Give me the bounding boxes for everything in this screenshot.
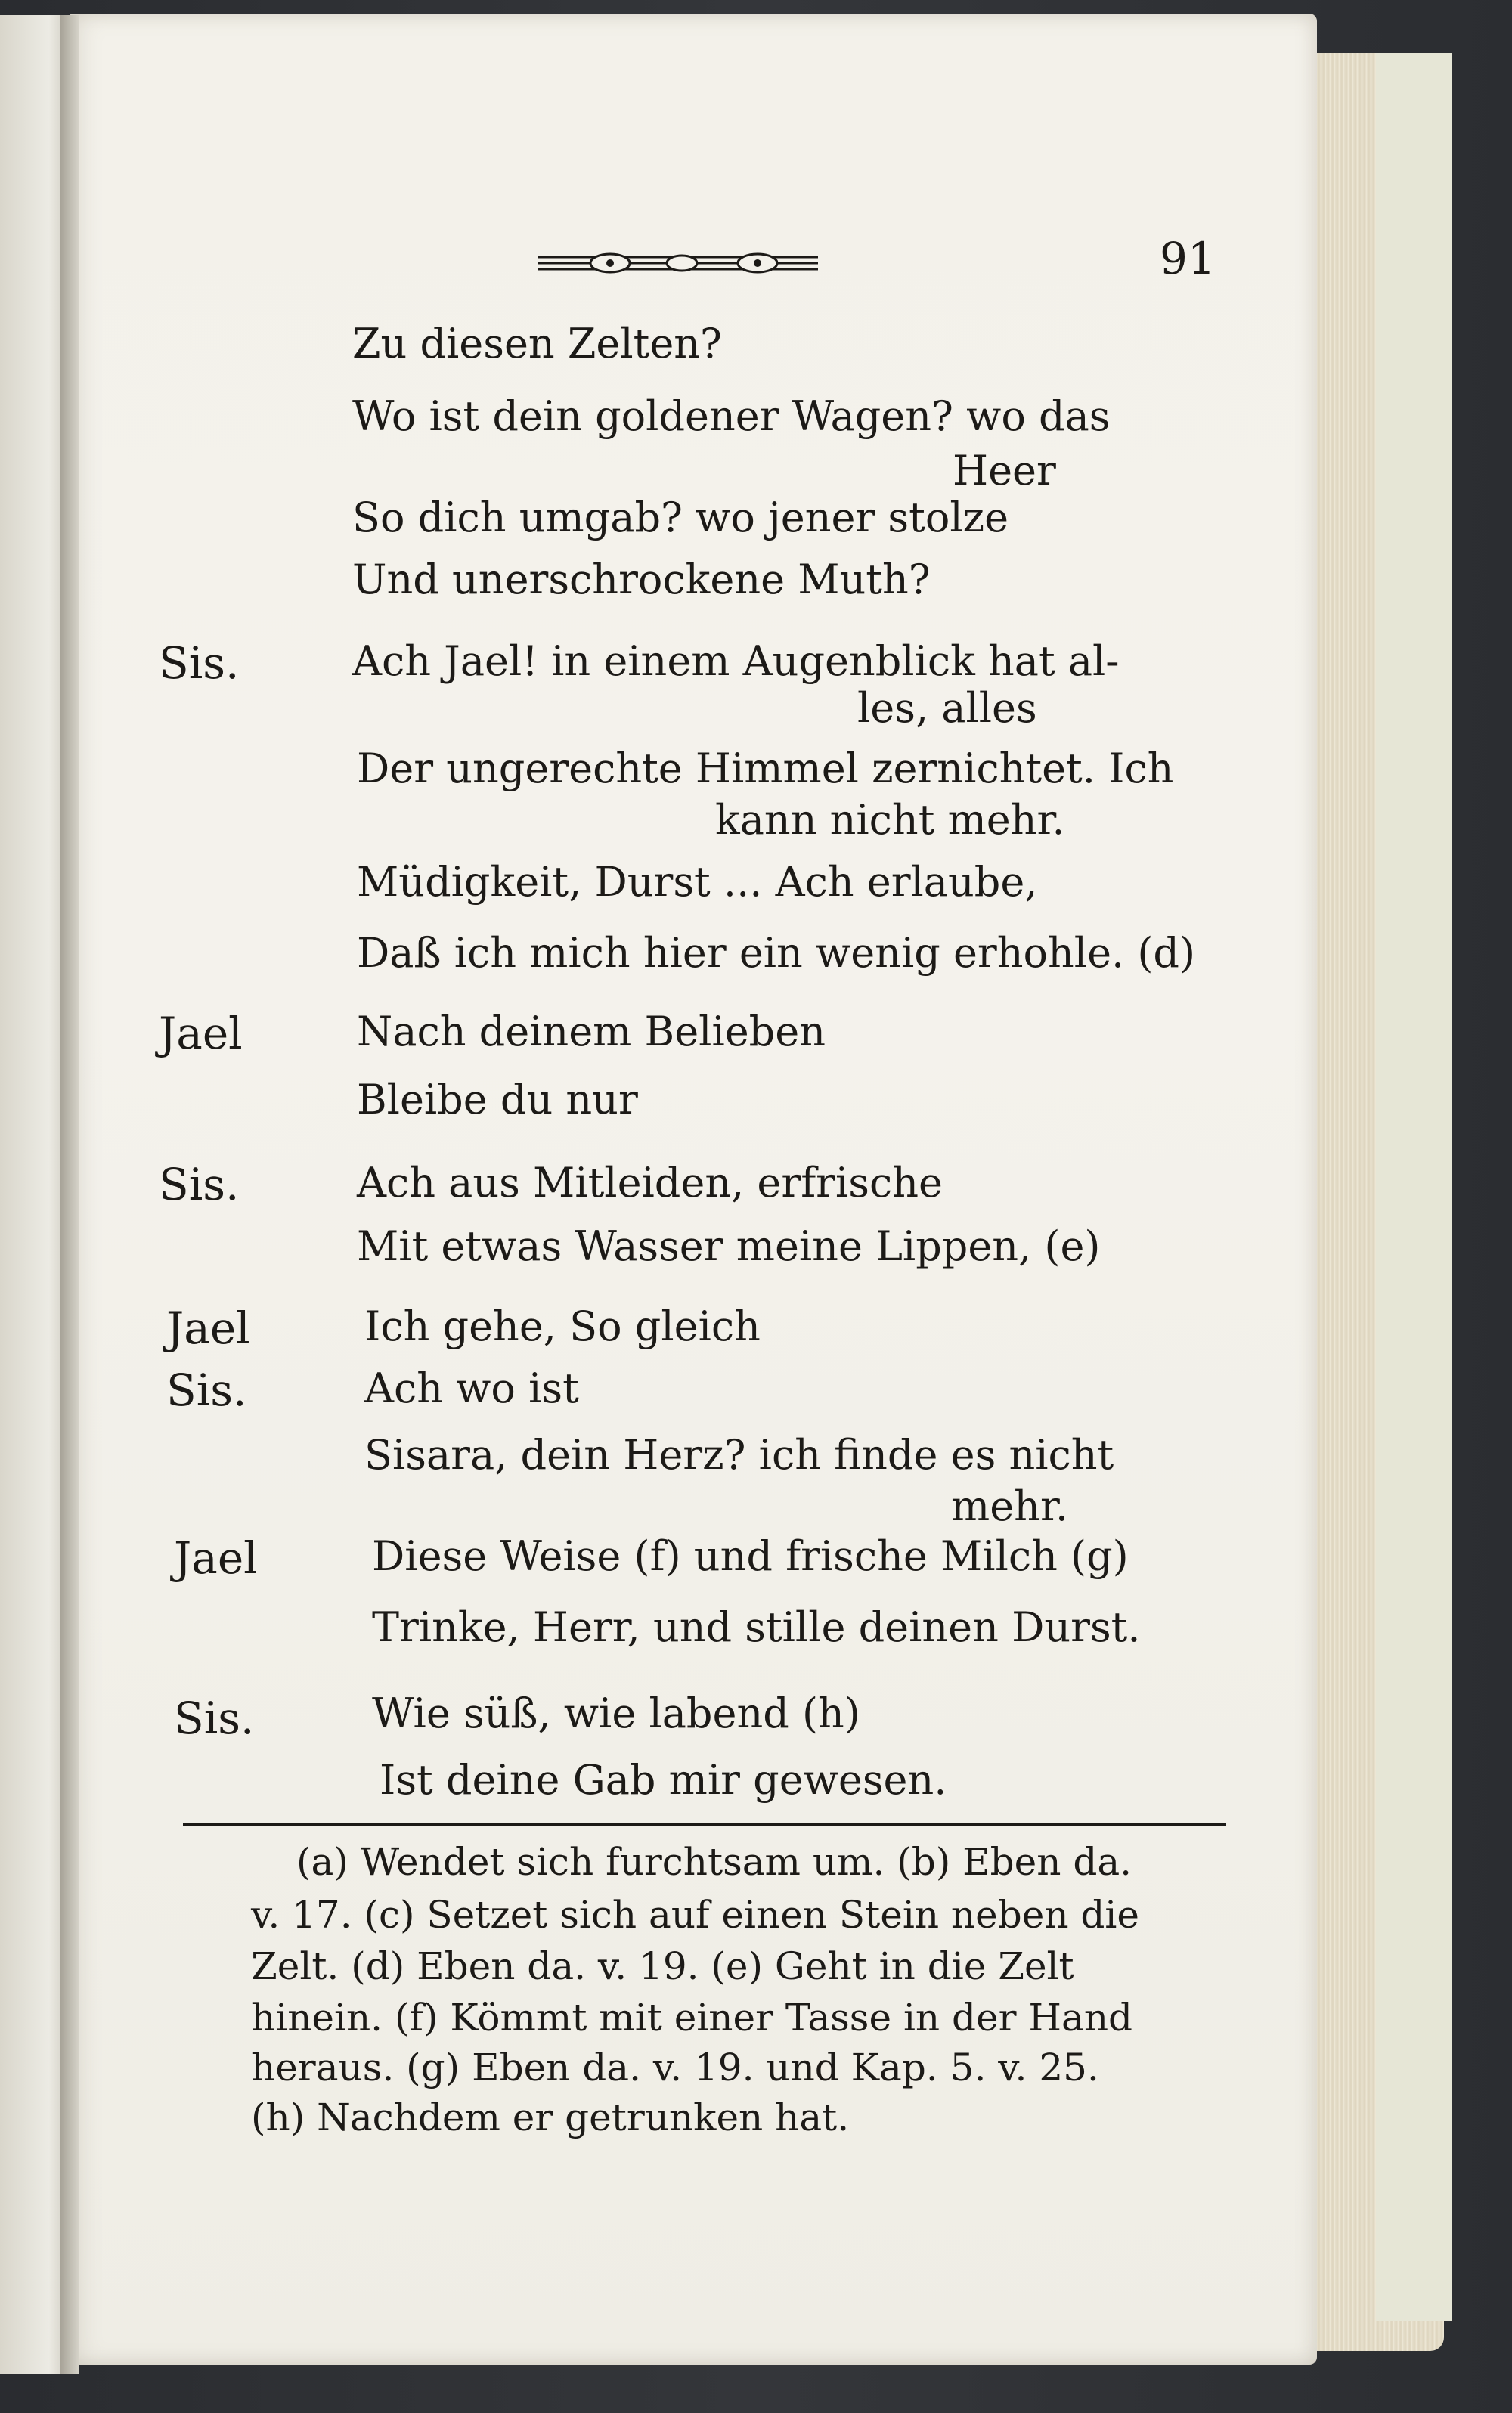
verse-line: Nach deinem Belieben	[357, 1008, 826, 1055]
verse-line-continuation: kann nicht mehr.	[715, 796, 1065, 844]
footnote-separator	[183, 1823, 1226, 1826]
footnote-line: hinein. (f) Kömmt mit einer Tasse in der Hand	[251, 1996, 1133, 2040]
speaker-label: Jael	[174, 1532, 258, 1584]
verse-line: Mit etwas Wasser meine Lippen, (e)	[357, 1222, 1101, 1270]
footnote-line: v. 17. (c) Setzet sich auf einen Stein neben die	[251, 1893, 1139, 1937]
page-number: 91	[1160, 233, 1216, 284]
speaker-label: Jael	[159, 1008, 243, 1059]
page-block-edges-outer	[1376, 53, 1452, 2321]
decorative-ornament-icon	[538, 245, 818, 281]
footnote-line: (a) Wendet sich furchtsam um. (b) Eben da.	[296, 1840, 1132, 1884]
verse-line: Daß ich mich hier ein wenig erhohle. (d)	[357, 929, 1196, 977]
speaker-label: Sis.	[159, 1159, 240, 1210]
verse-line: Zu diesen Zelten?	[352, 320, 723, 367]
verse-line: Sisara, dein Herz? ich finde es nicht	[364, 1431, 1114, 1479]
verse-line: So dich umgab? wo jener stolze	[352, 494, 1009, 541]
verse-line: Und unerschrockene Muth?	[352, 556, 931, 603]
verse-line: Ach aus Mitleiden, erfrische	[357, 1159, 943, 1206]
verse-line: Ist deine Gab mir gewesen.	[380, 1756, 947, 1804]
verse-line: Ach Jael! in einem Augenblick hat al-	[352, 637, 1120, 685]
verse-line: Der ungerechte Himmel zernichtet. Ich	[357, 745, 1174, 792]
verse-line-continuation: mehr.	[951, 1482, 1068, 1530]
footnote-line: heraus. (g) Eben da. v. 19. und Kap. 5. v. 25.	[251, 2046, 1099, 2089]
book-page	[70, 14, 1317, 2365]
verse-line: Bleibe du nur	[357, 1076, 638, 1123]
verse-line: Wie süß, wie labend (h)	[372, 1690, 860, 1737]
verse-line: Trinke, Herr, und stille deinen Durst.	[372, 1603, 1141, 1651]
verse-line-continuation: Heer	[953, 447, 1056, 494]
footnote-line: (h) Nachdem er getrunken hat.	[251, 2096, 850, 2139]
speaker-label: Sis.	[166, 1364, 247, 1416]
footnote-line: Zelt. (d) Eben da. v. 19. (e) Geht in die Zelt	[251, 1944, 1074, 1988]
verse-line: Ach wo ist	[364, 1364, 579, 1412]
verse-line: Ich gehe, So gleich	[364, 1303, 761, 1350]
verse-line: Müdigkeit, Durst ... Ach erlaube,	[357, 858, 1038, 906]
book-gutter	[60, 15, 79, 2374]
speaker-label: Jael	[166, 1303, 250, 1354]
verse-line: Diese Weise (f) und frische Milch (g)	[372, 1532, 1129, 1580]
speaker-label: Sis.	[159, 637, 240, 689]
previous-page-edge	[0, 15, 70, 2374]
verse-line-continuation: les, alles	[857, 684, 1037, 732]
speaker-label: Sis.	[174, 1693, 255, 1744]
verse-line: Wo ist dein goldener Wagen? wo das	[352, 392, 1111, 440]
